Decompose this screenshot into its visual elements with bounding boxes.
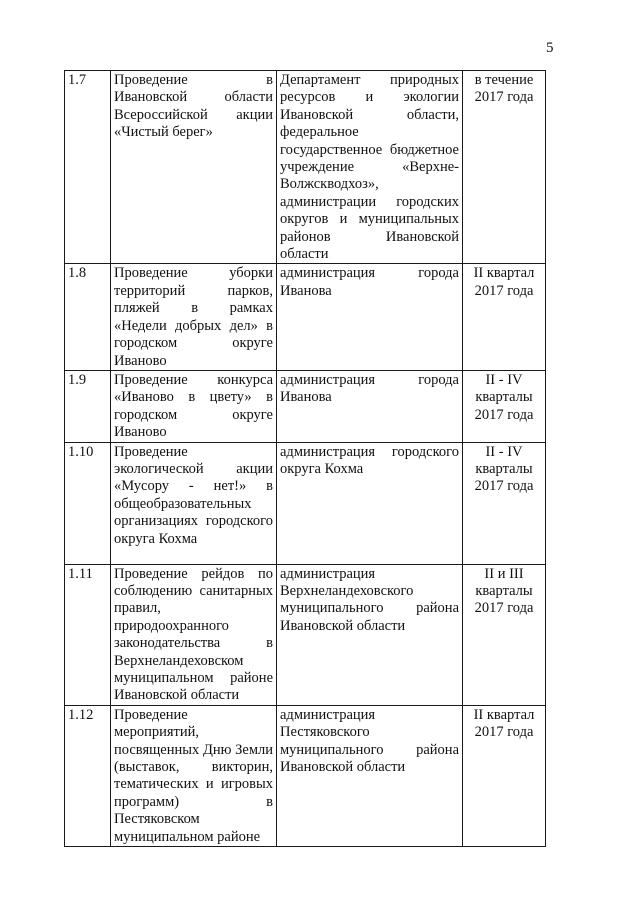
- table-row: [65, 442, 546, 564]
- term-cell: II квартал 2017 года: [463, 264, 546, 370]
- term-cell: II квартал 2017 года: [463, 705, 546, 846]
- row-number: 1.10: [65, 442, 111, 564]
- page-number: 5: [546, 40, 554, 56]
- table-row: [65, 370, 546, 442]
- responsible-cell: администрация городского округа Кохма: [277, 442, 463, 564]
- row-number: 1.12: [65, 705, 111, 846]
- term-cell: II - IV кварталы 2017 года: [463, 370, 546, 442]
- activity-cell: Проведение в Ивановской области Всероссийской акции «Чистый берег»: [111, 71, 277, 264]
- row-number: 1.8: [65, 264, 111, 370]
- table-row: [65, 705, 546, 846]
- activity-cell: Проведение экологической акции «Мусору - нет!» в общеобразовательных организациях городского округа Кохма: [111, 442, 277, 564]
- responsible-cell: администрация города Иванова: [277, 264, 463, 370]
- table-row: [65, 264, 546, 370]
- responsible-cell: администрация Верхнеландеховского муниципального района Ивановской области: [277, 564, 463, 705]
- row-number: 1.9: [65, 370, 111, 442]
- action-plan-table: [64, 70, 546, 847]
- row-number: 1.7: [65, 71, 111, 264]
- activity-cell: Проведение конкурса «Иваново в цвету» в городском округе Иваново: [111, 370, 277, 442]
- responsible-cell: администрация города Иванова: [277, 370, 463, 442]
- responsible-cell: администрация Пестяковского муниципального района Ивановской области: [277, 705, 463, 846]
- responsible-cell: Департамент природных ресурсов и экологии Ивановской области, федеральное государственное бюджетное учреждение «Верхне-Волжскводхоз», администрации городских округов и муниципальных районов Ивановской области: [277, 71, 463, 264]
- activity-cell: Проведение рейдов по соблюдению санитарных правил, природоохранного законодательства в Верхнеландеховском муниципальном районе Ивановской области: [111, 564, 277, 705]
- activity-cell: Проведение мероприятий, посвященных Дню Земли (выставок, викторин, тематических и игровых программ) в Пестяковском муниципальном районе: [111, 705, 277, 846]
- term-cell: II и III кварталы 2017 года: [463, 564, 546, 705]
- table-row: [65, 564, 546, 705]
- row-number: 1.11: [65, 564, 111, 705]
- activity-cell: Проведение уборки территорий парков, пляжей в рамках «Недели добрых дел» в городском округе Иваново: [111, 264, 277, 370]
- table-row: [65, 71, 546, 264]
- term-cell: в течение 2017 года: [463, 71, 546, 264]
- term-cell: II - IV кварталы 2017 года: [463, 442, 546, 564]
